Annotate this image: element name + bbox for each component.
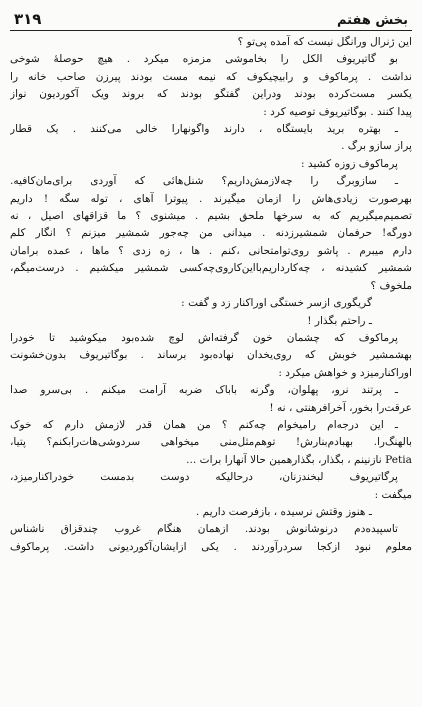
text-line: این ژنرال ورانگل نیست که آمده پی‌تو ؟ — [237, 36, 412, 48]
text-line: تاسپیده‌دم درنوشانوش بودند. ازهمان هنگام غروب چندقزاق ناشناس — [10, 523, 398, 536]
text-line: پرگاتیریوف لبخندزنان، درحالیکه دوست بدمست خودرا‌کنارمیزد، — [10, 471, 398, 484]
text-line: Petia نازنینم ، بگذار، بگذارهمین حالا آنهارا برات ... — [186, 453, 412, 466]
text-line: پراز سازو برگ . — [341, 140, 412, 153]
body-text — [10, 34, 412, 556]
text-line: اورا‌کنارمیزد و خواهش میکرد : — [278, 366, 412, 379]
text-line: ـ سازوبرگ را چه‌لازمش‌داریم؟ شنل‌هائی که آوردی برای‌مان‌کافیه. — [10, 175, 398, 188]
text-line: گریگوری ازسر خستگی اورا‌کنار زد و گفت : — [181, 297, 372, 310]
text-line: دارم میبرم . پاشو روی‌تو‌امتحانی ،کنم . ها ، زه زدی ؟ ماها ، عمده برامان — [10, 244, 412, 257]
text-line: پرماکوف که چشمان خون گرفته‌اش لوچ شده‌بود میکوشید تا خودرا — [10, 331, 398, 344]
running-head — [10, 4, 412, 31]
text-line: شمشیر کشیدنه ، چه‌کار‌داریم‌بااین‌کاروی‌چه‌کسی شمشیر میکشیم . درست‌میگم، — [10, 262, 412, 275]
text-line: نداشت . پرماکوف و رابیچیکوف که نیمه مست بودند پیرزن صاحب خانه را — [10, 70, 412, 83]
text-line: ـ راحتم بگذار ! — [307, 314, 372, 327]
text-line: دورگه! حرفمان شمشیرزدنه . میدانی من چه‌جور شمشیر میزنم ؟ انگار کلم — [10, 227, 412, 240]
page-number: ۳۱۹ — [14, 10, 42, 28]
text-line: بهرصورت زیادی‌هاش را ازمان میگیرند . پیوترا آهای ، توله سگه ! داریم — [10, 192, 412, 205]
text-line: ـ پرتند نرو، پهلوان، وگرنه باباک ضربه آرامت میکنم . بی‌سرو صدا — [10, 384, 398, 397]
text-line: عرقت‌را بخور، آخر‌افرهنتی ، نه ! — [269, 401, 412, 414]
text-line: ملخوف ؟ — [370, 279, 412, 292]
text-line: معلوم نبود ازکجا سردرآوردند . یکی ازایشان‌آکوردیونی داشت. پرماکوف — [10, 540, 412, 553]
text-line: بالهنگ‌را. بهبادم‌بنارش! توهم‌مثل‌منی میخواهی سردوشی‌هات‌رابکنم؟ پتیا، — [10, 436, 412, 449]
text-line: ـ این درجه‌ام رامیخوام چه‌کنم ؟ من همان قدر لازمش دارم که خوک — [10, 418, 398, 431]
text-line: پرماکوف زوزه کشید : — [300, 157, 398, 170]
text-line: بو گاتیریوف الکل را بخاموشی مزمزه میکرد . هیچ حوصلهٔ شوخی — [10, 53, 398, 66]
text-line: ـ هنوز وقتش نرسیده ، بازفرصت داریم . — [195, 505, 372, 518]
text-line: تصمیم‌میگیریم که به سرخها ملحق بشیم . میشنوی ؟ ما قزاقهای اصیل ، نه — [10, 210, 412, 223]
section-title: بخش هفتم — [336, 13, 408, 28]
text-line: بهشمشیر خوبش که روی‌یخدان نهاده‌بود برساند . بوگاتیریوف بدون‌خشونت — [10, 349, 412, 362]
text-line: پیدا کنند . بوگاتیریوف توصیه کرد : — [263, 105, 412, 118]
text-line: ـ بهتره برید بایستگاه ، دارند واگونهارا خالی می‌کنند . یک قطار — [10, 123, 398, 136]
text-line: یکسر مست‌کرده بودند ودراین گفتگو بودند که بروند ویک آکوردیون نواز — [10, 88, 412, 101]
text-line: میگفت : — [374, 488, 412, 501]
